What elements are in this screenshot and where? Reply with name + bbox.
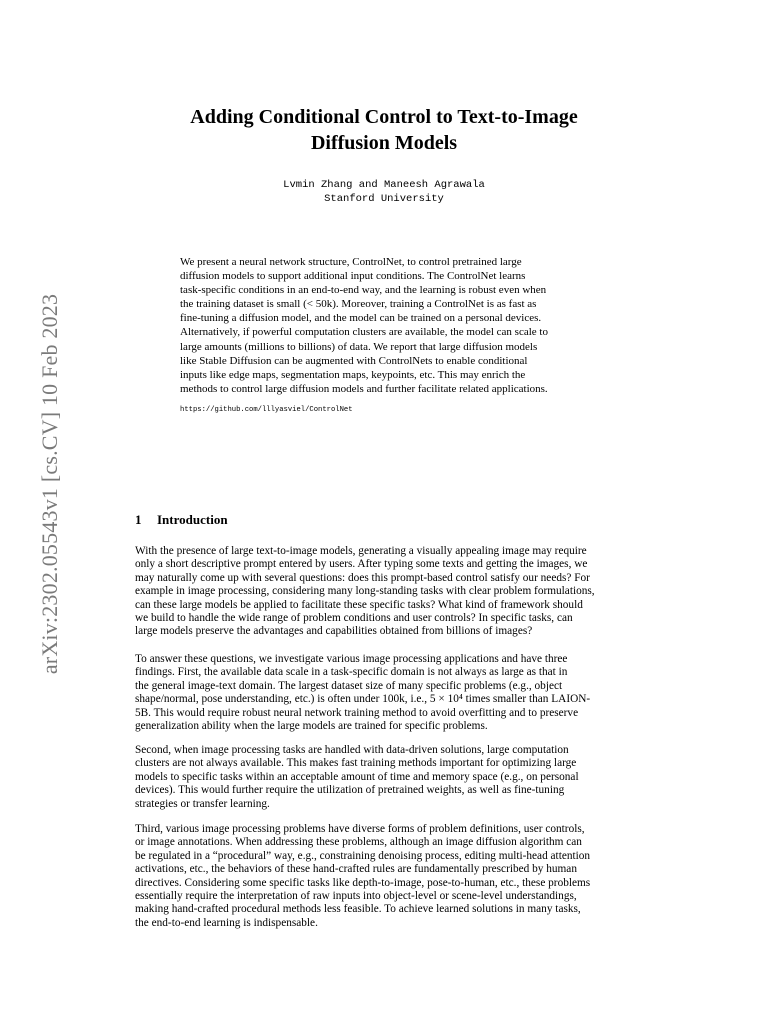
abstract bbox=[180, 255, 590, 396]
paragraph-line: clusters are not always available. This makes fast training methods important for optimizing large bbox=[135, 757, 577, 770]
abstract-line: large amounts (millions to billions) of data. We report that large diffusion models bbox=[180, 340, 538, 353]
intro-paragraph-2 bbox=[135, 653, 633, 733]
paragraph-line: can these large models be applied to facilitate these specific tasks? What kind of framework should bbox=[135, 598, 583, 611]
paragraph-line: only a short descriptive prompt entered by users. After typing some texts and getting the images, we bbox=[135, 558, 588, 571]
abstract-line: fine-tuning a diffusion model, and the model can be trained on a personal devices. bbox=[180, 312, 542, 325]
paragraph-line: activations, etc., the behaviors of these hand-crafted rules are fundamentally prescribed by human bbox=[135, 863, 577, 876]
paragraph-line: strategies or transfer learning. bbox=[135, 797, 270, 810]
paragraph-line: essentially require the interpretation of raw inputs into object-level or scene-level understandings, bbox=[135, 890, 577, 903]
paragraph-line: findings. First, the available data scale in a task-specific domain is not always as large as that in bbox=[135, 666, 568, 679]
paragraph-line: models to specific tasks within an acceptable amount of time and memory space (e.g., on personal bbox=[135, 770, 579, 783]
arxiv-identifier-stamp: arXiv:2302.05543v1 [cs.CV] 10 Feb 2023 bbox=[37, 293, 62, 675]
abstract-line: task-specific conditions in an end-to-end way, and the learning is robust even when bbox=[180, 284, 547, 297]
paper-title-line-1: Adding Conditional Control to Text-to-Image bbox=[190, 106, 578, 128]
paragraph-line: the end-to-end learning is indispensable. bbox=[135, 916, 318, 929]
author-block bbox=[0, 178, 768, 206]
paragraph-line: To answer these questions, we investigate various image processing applications and have three bbox=[135, 653, 568, 665]
abstract-line: like Stable Diffusion can be augmented with ControlNets to enable conditional bbox=[180, 354, 528, 367]
paragraph-line: the general image-text domain. The largest dataset size of many specific problems (e.g., object bbox=[135, 679, 563, 692]
abstract-line: We present a neural network structure, ControlNet, to control pretrained large bbox=[180, 256, 522, 268]
author-names: Lvmin Zhang and Maneesh Agrawala bbox=[283, 179, 485, 191]
paragraph-line: making hand-crafted procedural methods less feasible. To achieve learned solutions in many tasks, bbox=[135, 903, 581, 916]
section-number: 1 bbox=[135, 512, 142, 527]
paragraph-line: Third, various image processing problems have diverse forms of problem definitions, user controls, bbox=[135, 823, 585, 835]
paragraph-line: example in image processing, considering many long-standing tasks with clear problem formulations, bbox=[135, 585, 595, 598]
paragraph-line: or image annotations. When addressing these problems, although an image diffusion algorithm can bbox=[135, 836, 582, 849]
abstract-line: diffusion models to support additional input conditions. The ControlNet learns bbox=[180, 270, 526, 283]
paragraph-line: generalization ability when the large models are trained for specific problems. bbox=[135, 720, 488, 733]
paragraph-line: Second, when image processing tasks are handled with data-driven solutions, large computation bbox=[135, 744, 569, 756]
paragraph-line: directives. Considering some specific tasks like depth-to-image, pose-to-human, etc., these problems bbox=[135, 876, 591, 889]
paragraph-line: we build to handle the wide range of problem conditions and user controls? In specific tasks, can bbox=[135, 612, 573, 625]
intro-paragraph-4 bbox=[135, 823, 633, 930]
paper-title bbox=[0, 104, 768, 156]
section-heading-introduction bbox=[135, 512, 228, 528]
abstract-line: the training dataset is small (< 50k). Moreover, training a ControlNet is as fast as bbox=[180, 298, 537, 311]
paragraph-line: be regulated in a “procedural” way, e.g., constraining denoising process, editing multi-head attention bbox=[135, 849, 591, 862]
abstract-line: Alternatively, if powerful computation clusters are available, the model can scale to bbox=[180, 326, 548, 339]
code-url-link[interactable]: https://github.com/lllyasviel/ControlNet bbox=[180, 406, 353, 414]
paragraph-line: shape/normal, pose understanding, etc.) is often under 100k, i.e., 5 × 10⁴ times smaller than LAION- bbox=[135, 693, 591, 706]
paragraph-line: large models preserve the advantages and capabilities obtained from billions of images? bbox=[135, 625, 533, 638]
paragraph-line: With the presence of large text-to-image models, generating a visually appealing image may require bbox=[135, 545, 587, 557]
abstract-line: inputs like edge maps, segmentation maps, keypoints, etc. This may enrich the bbox=[180, 368, 526, 381]
paper-title-line-2: Diffusion Models bbox=[310, 132, 458, 154]
author-affiliation: Stanford University bbox=[324, 193, 444, 205]
abstract-line: methods to control large diffusion models and further facilitate related applications. bbox=[180, 382, 548, 395]
paragraph-line: may naturally come up with several questions: does this prompt-based control satisfy our needs? For bbox=[135, 571, 590, 584]
paragraph-line: 5B. This would require robust neural network training method to avoid overfitting and to preserve bbox=[135, 706, 579, 719]
intro-paragraph-3 bbox=[135, 744, 633, 811]
section-title: Introduction bbox=[157, 512, 228, 527]
paragraph-line: devices). This would further require the utilization of pretrained weights, as well as fine-tuning bbox=[135, 784, 565, 797]
intro-paragraph-1 bbox=[135, 545, 633, 639]
